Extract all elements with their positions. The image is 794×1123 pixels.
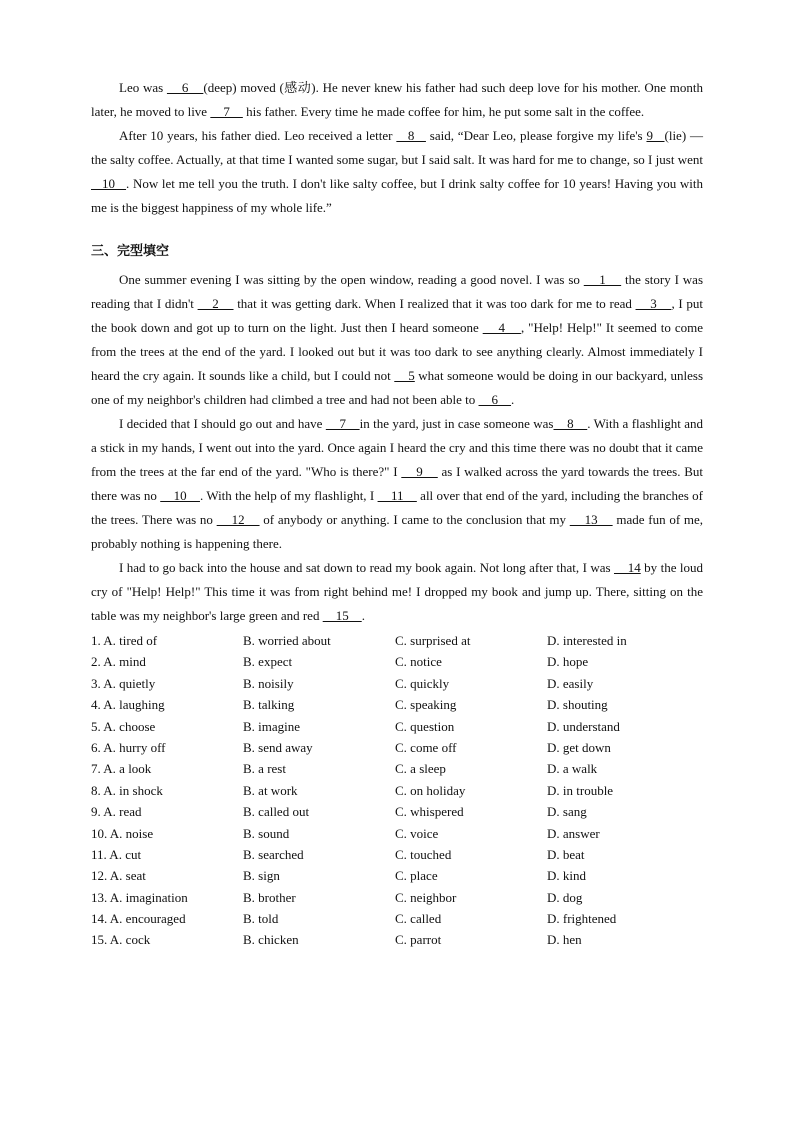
option-b: B. worried about: [243, 633, 331, 648]
blank-9: 9: [646, 128, 665, 143]
option-row-6: [91, 737, 703, 758]
blank-14: 14: [613, 560, 641, 575]
option-d: D. shouting: [547, 697, 608, 713]
blank-8: 8: [553, 416, 588, 431]
option-d: D. frightened: [547, 911, 617, 927]
text: . Now let me tell you the truth. I don't like salty coffee, but I drink salty coffee for 10 years! Having you with me is the biggest happiness of my whole life.”: [91, 176, 703, 215]
option-c: C. question: [395, 718, 455, 734]
option-a: 4. A. laughing: [91, 697, 165, 713]
option-a: 5. A. choose: [91, 718, 156, 734]
text: the story I was reading that I didn't: [91, 272, 703, 311]
option-a: 10. A. noise: [91, 825, 154, 841]
option-row-7: [91, 758, 703, 779]
blank-4: 4: [482, 320, 521, 335]
blank-12: 12: [216, 512, 260, 527]
option-b: B. called out: [243, 804, 310, 820]
option-c: C. speaking: [395, 697, 457, 713]
blank-9: 9: [401, 464, 438, 479]
option-b: B. sign: [243, 868, 280, 884]
option-c: C. place: [395, 868, 438, 884]
passage1-paragraph2: [91, 124, 703, 220]
option-d: D. hope: [547, 654, 589, 670]
option-row-8: [91, 780, 703, 801]
option-b: B. at work: [243, 782, 298, 798]
text: that it was getting dark. When I realized that it was too dark for me to read: [233, 296, 636, 311]
option-a: 3. A. quietly: [91, 675, 156, 691]
option-b: B. chicken: [243, 932, 299, 948]
blank-6: 6: [478, 392, 512, 407]
option-b: B. brother: [243, 889, 296, 905]
option-d: D. beat: [547, 846, 585, 862]
cloze-paragraph3: [91, 556, 703, 628]
option-a: 11. A. cut: [91, 846, 142, 862]
option-a: 7. A. a look: [91, 761, 152, 777]
option-row-9: [91, 801, 703, 822]
option-b: B. talking: [243, 697, 295, 713]
text: all over that end of the yard, including the branches of the trees. There was no: [91, 488, 704, 527]
option-row-4: [91, 694, 703, 715]
option-row-13: [91, 887, 703, 908]
text: as I walked across the yard towards the trees. But there was no: [91, 464, 704, 503]
option-b: B. imagine: [243, 718, 301, 734]
option-c: C. surprised at: [395, 633, 471, 648]
option-c: C. parrot: [395, 932, 442, 948]
option-a: 12. A. seat: [91, 868, 146, 884]
option-b: B. send away: [243, 739, 313, 755]
option-a: 15. A. cock: [91, 932, 151, 948]
blank-7: 7: [325, 416, 360, 431]
option-a: 9. A. read: [91, 804, 142, 820]
option-c: C. come off: [395, 739, 457, 755]
option-d: D. understand: [547, 718, 620, 734]
option-d: D. answer: [547, 825, 600, 841]
text: One summer evening I was sitting by the open window, reading a good novel. I was so: [119, 272, 584, 287]
option-b: B. noisily: [243, 675, 294, 691]
option-c: C. voice: [395, 825, 439, 841]
cloze-paragraph1: [91, 268, 703, 412]
option-row-15: [91, 929, 703, 950]
option-d: D. interested in: [547, 633, 627, 648]
option-d: D. easily: [547, 675, 594, 691]
text: . With a flashlight and a stick in my hands, I went out into the yard. Once again I heard the cry and this time there was no doubt that it came from the trees at the far end of the yard. "Who is there?" I: [91, 416, 704, 479]
option-row-2: [91, 651, 703, 672]
blank-10: 10: [160, 488, 200, 503]
text: in the yard, just in case someone was: [359, 416, 554, 431]
option-b: B. expect: [243, 654, 293, 670]
blank-15: 15: [322, 608, 362, 623]
option-a: 6. A. hurry off: [91, 739, 166, 755]
option-row-14: [91, 908, 703, 929]
text: by the loud cry of "Help! Help!" This time it was from right behind me! I dropped my book and jump up. There, sitting on the table was my neighbor's large green and red: [91, 560, 704, 623]
option-d: D. kind: [547, 868, 586, 884]
option-d: D. a walk: [547, 761, 598, 777]
blank-11: 11: [377, 488, 417, 503]
text: his father. Every time he made coffee for him, he put some salt in the coffee.: [242, 104, 645, 119]
option-c: C. neighbor: [395, 889, 457, 905]
cloze-paragraph2: [91, 412, 703, 556]
text: . With the help of my flashlight, I: [199, 488, 378, 503]
option-c: C. on holiday: [395, 782, 466, 798]
blank-7: 7: [210, 104, 243, 119]
option-a: 2. A. mind: [91, 654, 146, 670]
option-c: C. notice: [395, 654, 442, 670]
passage1-paragraph1: [91, 76, 703, 124]
text: .: [361, 608, 365, 623]
answer-options: [91, 630, 703, 951]
option-row-5: [91, 716, 703, 737]
option-b: B. told: [243, 911, 279, 927]
text: I had to go back into the house and sat down to read my book again. Not long after that, I was: [119, 560, 614, 575]
option-c: C. touched: [395, 846, 452, 862]
option-d: D. get down: [547, 739, 611, 755]
option-row-12: [91, 865, 703, 886]
option-c: C. whispered: [395, 804, 464, 820]
text: (deep) moved (感动). He never knew his father had such deep love for his mother. One month later, he moved to live: [91, 80, 703, 119]
option-b: B. a rest: [243, 761, 286, 777]
text: of anybody or anything. I came to the conclusion that my: [259, 512, 570, 527]
option-d: D. sang: [547, 804, 587, 820]
option-a: 8. A. in shock: [91, 782, 163, 798]
text: , I put the book down and got up to turn on the light. Just then I heard someone: [91, 296, 703, 335]
text: After 10 years, his father died. Leo received a letter: [119, 128, 397, 143]
text: said, “Dear Leo, please forgive my life's: [425, 128, 647, 143]
option-a: 14. A. encouraged: [91, 911, 186, 927]
section-title: 三、完型填空: [91, 244, 170, 259]
text: made fun of me, probably nothing is happening there.: [91, 512, 704, 551]
option-c: C. quickly: [395, 675, 450, 691]
blank-5: 5: [394, 368, 415, 383]
option-row-10: [91, 823, 703, 844]
option-d: D. in trouble: [547, 782, 614, 798]
option-row-3: [91, 673, 703, 694]
option-b: B. sound: [243, 825, 290, 841]
blank-1: 1: [583, 272, 622, 287]
text: .: [511, 392, 515, 407]
blank-6: 6: [166, 80, 204, 95]
option-a: 1. A. tired of: [91, 633, 158, 648]
text: I decided that I should go out and have: [119, 416, 326, 431]
text: Leo was: [119, 80, 167, 95]
option-d: D. hen: [547, 932, 582, 948]
text: (lie) — the salty coffee. Actually, at that time I wanted some sugar, but I said salt. It was hard for me to change, so I just went: [91, 128, 703, 167]
blank-13: 13: [569, 512, 613, 527]
option-d: D. dog: [547, 889, 583, 905]
blank-3: 3: [635, 296, 672, 311]
option-c: C. called: [395, 911, 442, 927]
document-page: [91, 76, 703, 951]
option-row-1: [91, 630, 703, 651]
text: , "Help! Help!" It seemed to come from the trees at the end of the yard. I looked out but it was too dark to see anything clearly. Almost immediately I heard the cry again. It sounds like a child, but I could not: [91, 320, 703, 383]
option-b: B. searched: [243, 846, 304, 862]
option-a: 13. A. imagination: [91, 889, 188, 905]
text: what someone would be doing in our backyard, unless one of my neighbor's children had climbed a tree and had not been able to: [91, 368, 704, 407]
blank-8: 8: [396, 128, 426, 143]
option-row-11: [91, 844, 703, 865]
blank-2: 2: [197, 296, 234, 311]
blank-10: 10: [91, 176, 127, 191]
option-c: C. a sleep: [395, 761, 446, 777]
